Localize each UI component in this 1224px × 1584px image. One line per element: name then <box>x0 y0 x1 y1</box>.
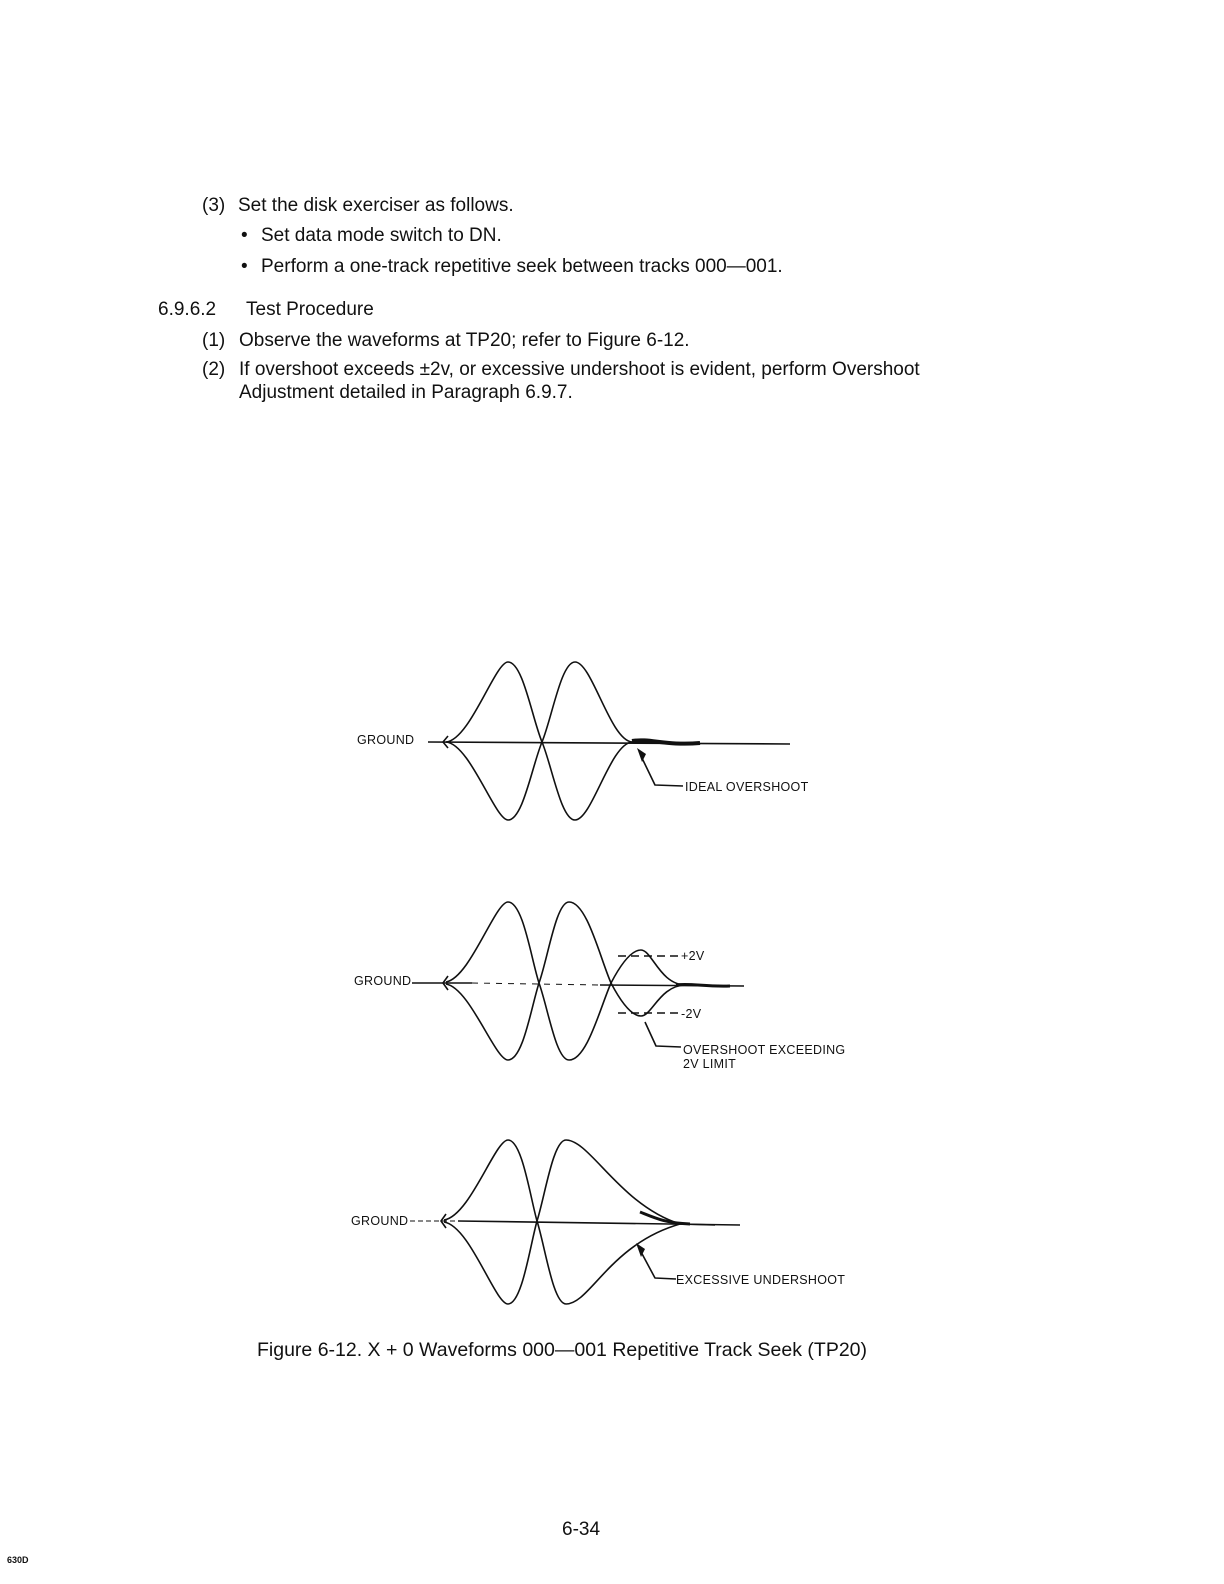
overshoot-exceeding-label: OVERSHOOT EXCEEDING <box>683 1043 846 1057</box>
lower-trace <box>444 1221 680 1304</box>
step-number: (2) <box>202 359 226 380</box>
excessive-undershoot-label: EXCESSIVE UNDERSHOOT <box>676 1273 846 1287</box>
ground-label: GROUND <box>351 1214 409 1228</box>
label-leader <box>645 1022 681 1047</box>
settling-trace <box>676 984 730 986</box>
ground-line <box>428 742 790 744</box>
waveform-exceeding <box>412 902 744 1060</box>
ideal-overshoot-label: IDEAL OVERSHOOT <box>685 780 809 794</box>
label-leader <box>641 756 683 786</box>
arrow-icon <box>636 1243 645 1257</box>
step-text-line1: If overshoot exceeds ±2v, or excessive undershoot is evident, perform Overshoot <box>239 359 920 380</box>
section-title: Test Procedure <box>246 299 374 320</box>
step-text-line2: Adjustment detailed in Paragraph 6.9.7. <box>239 382 573 403</box>
lower-trace <box>446 742 632 820</box>
step-number: (3) <box>202 195 226 216</box>
label-leader <box>640 1250 676 1279</box>
document-code: 630D <box>7 1555 29 1565</box>
upper-trace <box>446 662 700 743</box>
page-number: 6-34 <box>562 1519 601 1540</box>
bullet-item: Perform a one-track repetitive seek between tracks 000—001. <box>261 256 783 277</box>
limit-label-bottom: -2V <box>681 1007 702 1021</box>
section-number: 6.9.6.2 <box>158 299 217 320</box>
step-text: Set the disk exerciser as follows. <box>238 195 514 216</box>
limit-label-top: +2V <box>681 949 705 963</box>
bullet-icon: • <box>241 256 248 277</box>
step-text: Observe the waveforms at TP20; refer to Figure 6-12. <box>239 330 690 351</box>
upper-trace <box>444 1140 715 1225</box>
bullet-icon: • <box>241 225 248 246</box>
step-number: (1) <box>202 330 226 351</box>
arrow-icon <box>637 748 646 762</box>
lower-trace <box>446 983 686 1060</box>
overshoot-limit-label: 2V LIMIT <box>683 1057 737 1071</box>
figure-caption: Figure 6-12. X + 0 Waveforms 000—001 Repetitive Track Seek (TP20) <box>257 1339 868 1361</box>
waveform-ideal <box>428 662 790 820</box>
upper-trace <box>446 902 730 986</box>
ground-label: GROUND <box>357 733 415 747</box>
bullet-item: Set data mode switch to DN. <box>261 225 502 246</box>
ground-label: GROUND <box>354 974 412 988</box>
ground-line-dashed <box>472 983 600 985</box>
